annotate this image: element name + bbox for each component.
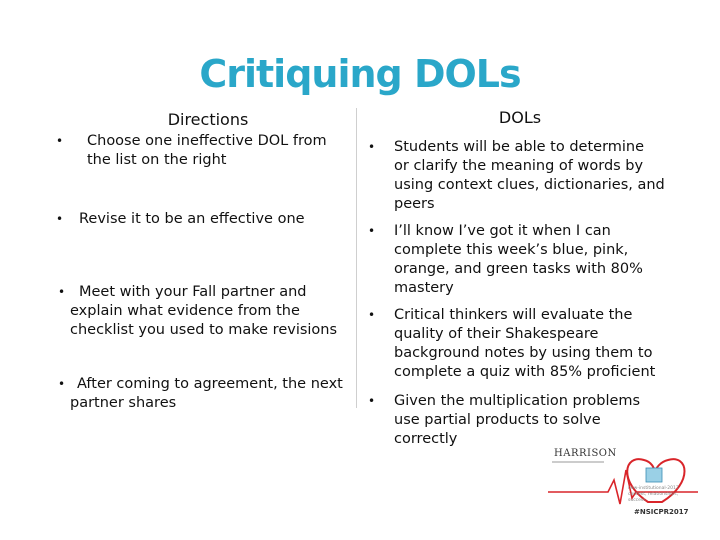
item-line: use partial products to solve: [394, 412, 601, 428]
bullet-icon: •: [56, 212, 64, 226]
item-line: Meet with your Fall partner and: [79, 284, 307, 300]
item-line: correctly: [394, 431, 458, 447]
slide-title: Critiquing DOLs: [199, 52, 521, 96]
logo-wordmark: HARRISON: [554, 448, 617, 459]
item-line: peers: [394, 196, 435, 212]
item-line: complete a quiz with 85% proficient: [394, 364, 656, 380]
item-line: Students will be able to determine: [394, 139, 645, 155]
directions-heading: Directions: [167, 110, 249, 129]
item-line: checklist you used to make revisions: [70, 322, 338, 338]
item-line: I’ll know I’ve got it when I can: [394, 223, 611, 239]
item-line: complete this week’s blue, pink,: [394, 242, 629, 258]
item-line: quality of their Shakespeare: [394, 326, 599, 342]
bullet-icon: •: [368, 394, 376, 408]
bullet-icon: •: [58, 285, 66, 299]
conference-hashtag: #NSICPR2017: [634, 508, 689, 516]
item-line: background notes by using them to: [394, 345, 653, 361]
bullet-icon: •: [56, 134, 64, 148]
bullet-icon: •: [58, 377, 66, 391]
dols-heading: DOLs: [498, 108, 542, 127]
column-divider: [356, 108, 357, 408]
conference-logo: [548, 440, 698, 520]
bullet-icon: •: [368, 140, 376, 154]
item-line: explain what evidence from the: [70, 303, 300, 319]
item-line: orange, and green tasks with 80%: [394, 261, 643, 277]
item-line: partner shares: [70, 395, 177, 411]
bullet-icon: •: [368, 308, 376, 322]
item-line: using context clues, dictionaries, and: [394, 177, 665, 193]
item-line: mastery: [394, 280, 454, 296]
item-line: Given the multiplication problems: [394, 393, 641, 409]
logo-subtext: new-institutional-2017 context, relationships, success: [628, 486, 679, 503]
bullet-icon: •: [368, 224, 376, 238]
item-line: Critical thinkers will evaluate the: [394, 307, 633, 323]
item-line: Choose one ineffective DOL from: [87, 133, 327, 149]
item-line: or clarify the meaning of words by: [394, 158, 644, 174]
item-line: Revise it to be an effective one: [79, 211, 305, 227]
item-line: After coming to agreement, the next: [77, 376, 343, 392]
item-line: the list on the right: [87, 152, 227, 168]
